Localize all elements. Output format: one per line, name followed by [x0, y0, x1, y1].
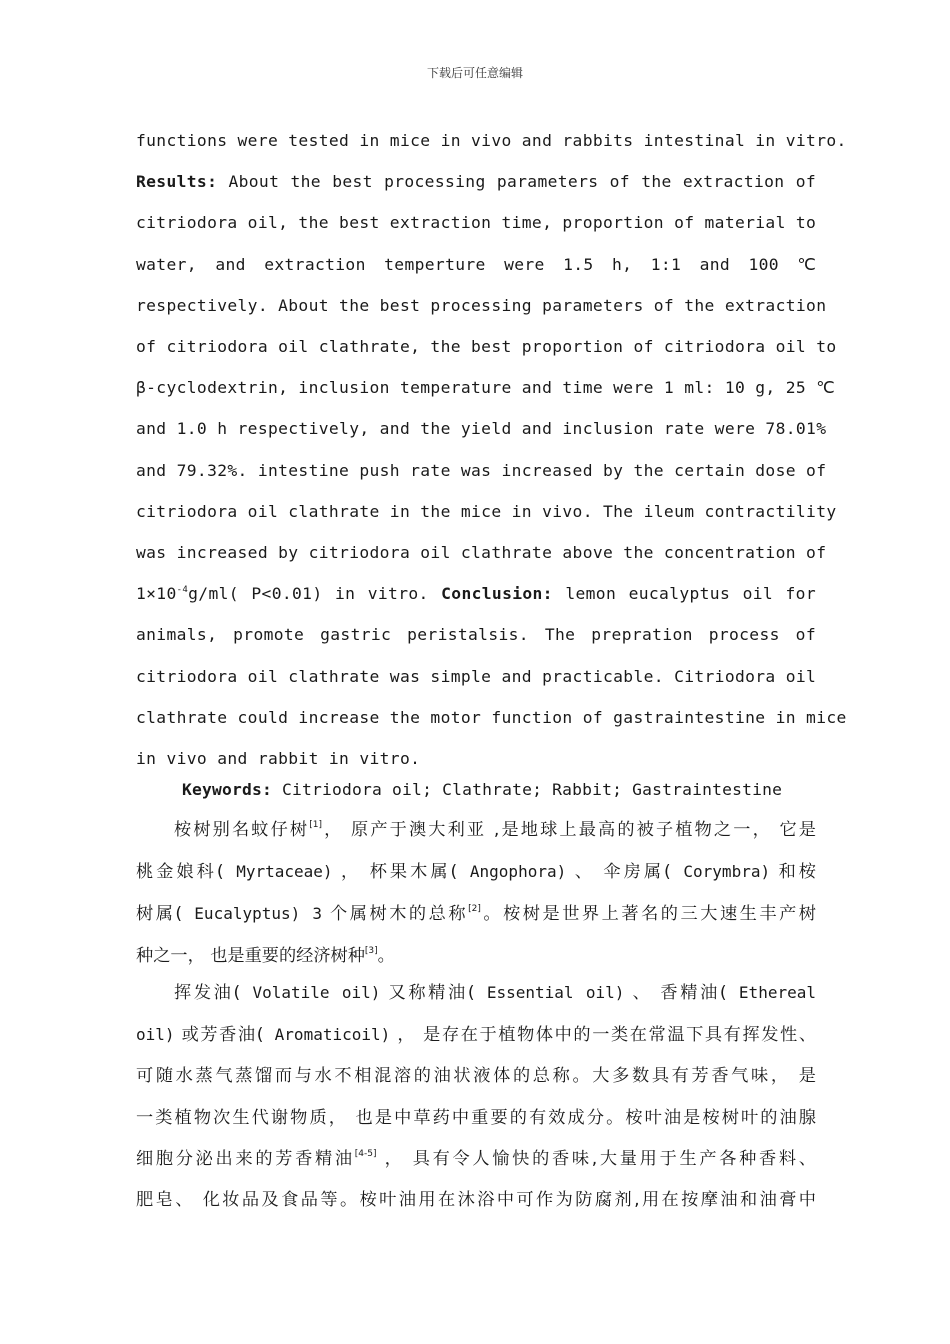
abstract-line: citriodora oil, the best extraction time, proportion of material to: [136, 213, 817, 233]
paragraph-line: 细胞分泌出来的芳香精油[4-5] ， 具有令人愉快的香味,大量用于生产各种香料、: [136, 1148, 816, 1169]
paragraph-line: 树属( Eucalyptus) 3 个属树木的总称[2]。桉树是世界上著名的三大速生丰产树: [136, 904, 816, 925]
abstract-line: clathrate could increase the motor function of gastraintestine in mice: [136, 707, 847, 727]
conclusion-label: Conclusion:: [441, 584, 553, 604]
abstract-line: respectively. About the best processing parameters of the extraction: [136, 295, 827, 315]
abstract-body: [136, 120, 847, 779]
keywords-text: Citriodora oil; Clathrate; Rabbit; Gastraintestine: [272, 780, 783, 799]
paragraph-line: 一类植物次生代谢物质， 也是中草药中重要的有效成分。桉叶油是桉树叶的油腺: [136, 1107, 816, 1128]
abstract-line: functions were tested in mice in vivo and rabbits intestinal in vitro.: [136, 131, 847, 150]
paragraph-line: 挥发油( Volatile oil) 又称精油( Essential oil) 、 香精油( Ethereal: [174, 983, 816, 1003]
results-label: Results:: [136, 172, 218, 192]
abstract-line: was increased by citriodora oil clathrate above the concentration of: [136, 543, 827, 563]
abstract-line: animals, promote gastric peristalsis. The prepration process of: [136, 625, 816, 645]
paragraph-volatile-oil: [136, 972, 816, 1221]
abstract-line: citriodora oil clathrate in the mice in vivo. The ileum contractility: [136, 501, 837, 521]
paragraph-line: 肥皂、 化妆品及食品等。桉叶油用在沐浴中可作为防腐剂,用在按摩油和油膏中: [136, 1190, 816, 1211]
abstract-line: Results: About the best processing parameters of the extraction of: [136, 172, 816, 192]
abstract-line: water, and extraction temperture were 1.5 h, 1:1 and 100 ℃: [136, 254, 816, 274]
abstract-line: and 1.0 h respectively, and the yield and inclusion rate were 78.01%: [136, 419, 827, 439]
abstract-line: $1\times 10^{-4}g/ml$( P<0.01) in vitro. Conclusion: lemon eucalyptus oil for: [136, 584, 816, 604]
keywords-line: [182, 780, 782, 799]
abstract-line: and 79.32%. intestine push rate was increased by the certain dose of: [136, 460, 827, 480]
page-header: 下载后可任意编辑: [426, 66, 523, 80]
paragraph-line: 种之一， 也是重要的经济树种[3]。: [136, 945, 395, 966]
paragraph-line: oil) 或芳香油( Aromaticoil) ， 是存在于植物体中的一类在常温下具有挥发性、: [136, 1025, 817, 1046]
paragraph-line: 桉树别名蚊仔树[1]， 原产于澳大利亚 ,是地球上最高的被子植物之一， 它是: [174, 820, 816, 840]
keywords-label: Keywords:: [182, 780, 273, 799]
abstract-line: in vivo and rabbit in vitro.: [136, 749, 421, 769]
paragraph-line: 桃金娘科( Myrtaceae) ， 杯果木属( Angophora) 、 伞房属( Corymbra) 和桉: [136, 862, 816, 883]
abstract-line: β-cyclodextrin, inclusion temperature and time were 1 ml: 10 g, 25 ℃: [136, 378, 835, 398]
abstract-line: of citriodora oil clathrate, the best proportion of citriodora oil to: [136, 337, 837, 357]
paragraph-line: 可随水蒸气蒸馏而与水不相混溶的油状液体的总称。大多数具有芳香气味， 是: [136, 1066, 816, 1087]
abstract-line: citriodora oil clathrate was simple and practicable. Citriodora oil: [136, 666, 817, 686]
paragraph-eucalyptus: [136, 810, 816, 977]
